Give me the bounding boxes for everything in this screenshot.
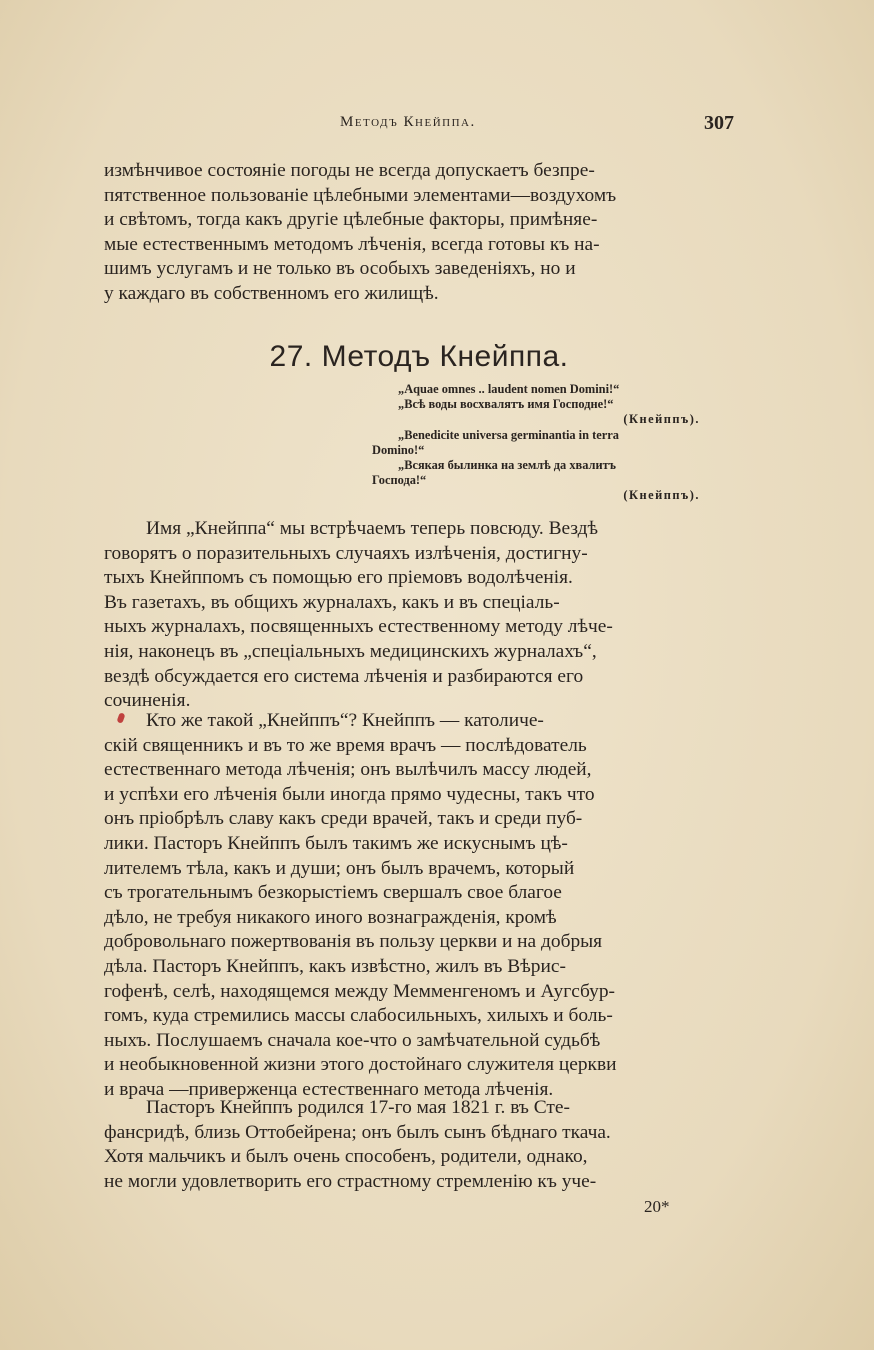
text-line: и свѣтомъ, тогда какъ другіе цѣлебные факторы, примѣняе- (104, 209, 598, 231)
text-line: дѣла. Пасторъ Кнейппъ, какъ извѣстно, жилъ въ Вѣрис- (104, 955, 566, 977)
text-line: и необыкновенной жизни этого достойнаго служителя церкви (104, 1054, 617, 1076)
section-title: Методъ Кнейппа. (321, 340, 569, 373)
text-line: гофенѣ, селѣ, находящемся между Мемменгеномъ и Аугсбур- (104, 980, 616, 1002)
text-line: фансридѣ, близь Оттобейрена; онъ былъ сынъ бѣднаго ткача. (104, 1121, 611, 1143)
text-line: у каждаго въ собственномъ его жилищѣ. (104, 282, 439, 304)
text-line: говорятъ о поразительныхъ случаяхъ излѣченія, достигну- (104, 542, 588, 564)
page-number: 307 (704, 112, 734, 134)
running-title: Методъ Кнейппа. (340, 114, 476, 130)
epigraph-russian-1: „Всѣ воды восхвалятъ имя Господне!“ (398, 397, 614, 412)
text-line: Имя „Кнейппа“ мы встрѣчаемъ теперь повсюду. Вездѣ (146, 518, 599, 539)
running-head (104, 112, 734, 138)
text-line: Кто же такой „Кнейппъ“? Кнейппъ — католиче- (146, 710, 544, 731)
text-line: добровольнаго пожертвованія въ пользу церкви и на добрыя (104, 931, 603, 953)
text-line: пятственное пользованіе цѣлебными элементами—воздухомъ (104, 184, 617, 206)
text-line: гомъ, куда стремились массы слабосильныхъ, хилыхъ и боль- (104, 1005, 613, 1027)
text-line: нія, наконецъ въ „спеціальныхъ медицинскихъ журналахъ“, (104, 640, 597, 662)
paragraph-2 (104, 517, 734, 714)
text-line: скій священникъ и въ то же время врачъ — послѣдователь (104, 734, 587, 756)
epigraph-latin-2a: „Benedicite universa germinantia in terra (398, 427, 619, 442)
section-number: 27. (269, 340, 313, 373)
epigraph-author-1: (Кнейппъ). (623, 412, 700, 427)
text-line: Пасторъ Кнейппъ родился 17-го мая 1821 г. въ Сте- (146, 1097, 570, 1118)
text-line: лики. Пасторъ Кнейппъ былъ такимъ же искуснымъ цѣ- (104, 832, 568, 854)
text-line: съ трогательнымъ безкорыстіемъ свершалъ свое благое (104, 882, 562, 904)
section-heading (104, 340, 734, 374)
text-line: естественнаго метода лѣченія; онъ вылѣчилъ массу людей, (104, 759, 592, 781)
signature-mark: 20* (644, 1197, 670, 1216)
epigraph (372, 382, 720, 504)
epigraph-russian-2a: „Всякая былинка на землѣ да хвалитъ (398, 458, 616, 473)
text-line: мые естественнымъ методомъ лѣченія, всегда готовы къ на- (104, 233, 600, 255)
paragraph-3 (104, 709, 734, 1103)
text-line: лителемъ тѣла, какъ и души; онъ былъ врачемъ, который (104, 857, 575, 879)
paragraph-4 (104, 1096, 734, 1194)
epigraph-latin-1: „Aquae omnes .. laudent nomen Domini!“ (398, 382, 620, 396)
text-line: тыхъ Кнейппомъ съ помощью его пріемовъ водолѣченія. (104, 567, 573, 589)
epigraph-author-2: (Кнейппъ). (623, 488, 700, 503)
text-line: не могли удовлетворить его страстному стремленію къ уче- (104, 1170, 597, 1192)
text-line: онъ пріобрѣлъ славу какъ среди врачей, такъ и среди пуб- (104, 808, 583, 830)
epigraph-latin-2b: Domino!“ (372, 442, 425, 457)
text-line: шимъ услугамъ и не только въ особыхъ заведеніяхъ, но и (104, 258, 576, 280)
text-line: Въ газетахъ, въ общихъ журналахъ, какъ и въ спеціаль- (104, 591, 560, 613)
text-line: дѣло, не требуя никакого иного вознагражденія, кромѣ (104, 906, 557, 928)
intro-paragraph (104, 159, 734, 307)
text-line: измѣнчивое состояніе погоды не всегда допускаетъ безпре- (104, 160, 595, 181)
text-line: Хотя мальчикъ и былъ очень способенъ, родители, однако, (104, 1146, 588, 1168)
text-line: сочиненія. (104, 690, 191, 712)
text-line: и успѣхи его лѣченія были иногда прямо чудесны, такъ что (104, 783, 595, 805)
text-line: ныхъ. Послушаемъ сначала кое-что о замѣчательной судьбѣ (104, 1029, 601, 1051)
text-line: вездѣ обсуждается его система лѣченія и разбираются его (104, 665, 584, 687)
text-line: и врача —приверженца естественнаго метода лѣченія. (104, 1078, 554, 1100)
epigraph-russian-2b: Господа!“ (372, 473, 427, 488)
text-line: ныхъ журналахъ, посвященныхъ естественному методу лѣче- (104, 616, 613, 638)
